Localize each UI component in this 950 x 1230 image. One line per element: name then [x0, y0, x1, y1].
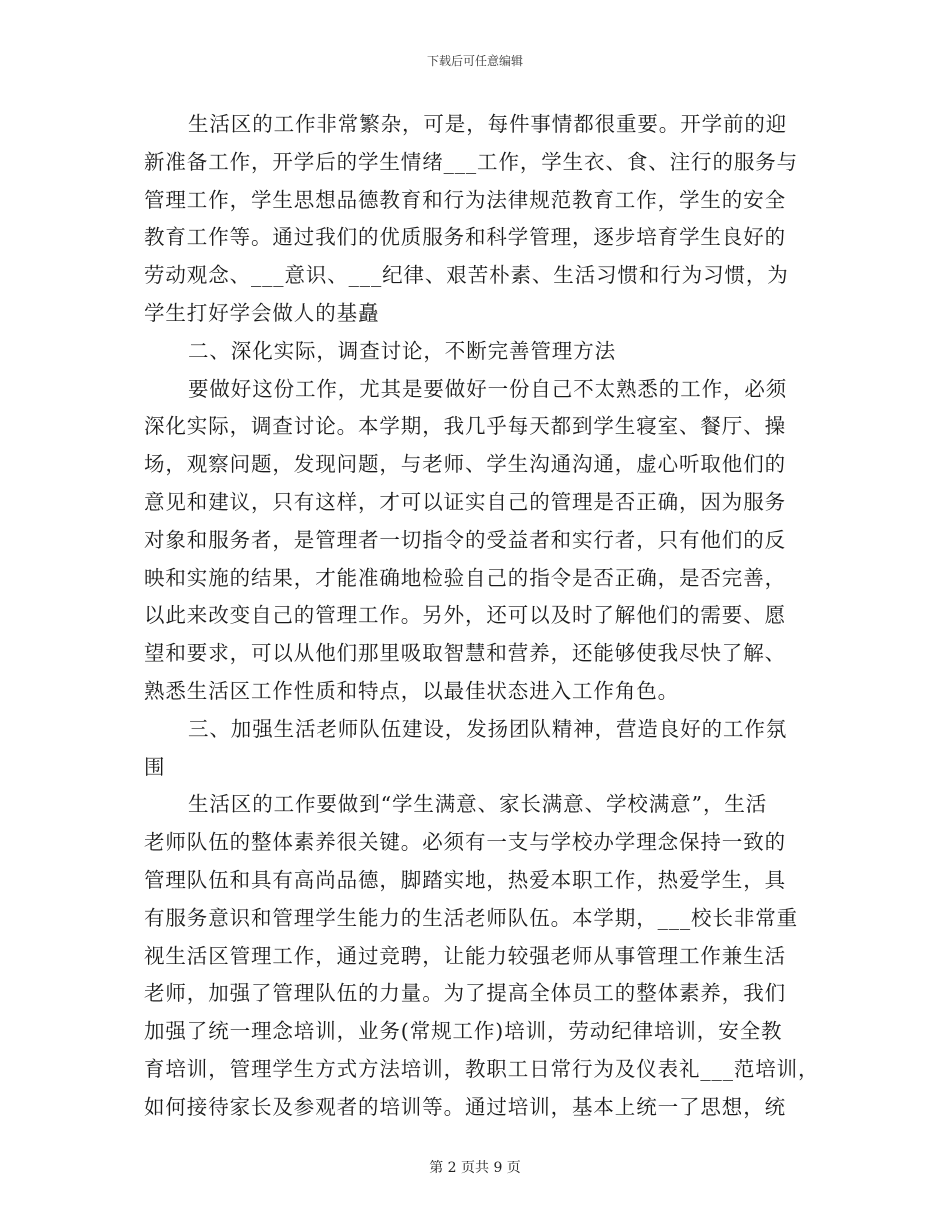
- text-line: 学生打好学会做人的基矗: [144, 300, 380, 325]
- text-line: 育培训，管理学生方式方法培训，教职工日常行为及仪表礼___范培训，: [144, 1056, 820, 1081]
- text-line: 以此来改变自己的管理工作。另外，还可以及时了解他们的需要、愿: [144, 603, 786, 628]
- text-line: 意见和建议，只有这样，才可以证实自己的管理是否正确，因为服务: [144, 489, 786, 514]
- text-line: 深化实际，调查讨论。本学期，我几乎每天都到学生寝室、餐厅、操: [144, 414, 786, 439]
- text-line: 生活区的工作非常繁杂，可是，每件事情都很重要。开学前的迎: [188, 112, 788, 136]
- text-line: 熟悉生活区工作性质和特点，以最佳状态进入工作角色。: [144, 678, 679, 703]
- text-line: 场，观察问题，发现问题，与老师、学生沟通沟通，虚心听取他们的: [144, 452, 786, 477]
- text-line: 生活区的工作要做到“学生满意、家长满意、学校满意”，生活: [188, 792, 768, 817]
- text-line: 有服务意识和管理学生能力的生活老师队伍。本学期，___校长非常重: [144, 905, 799, 930]
- text-line: 如何接待家长及参观者的培训等。通过培训，基本上统一了思想，统: [144, 1094, 786, 1119]
- page-header: 下载后可任意编辑: [426, 54, 523, 68]
- text-line: 管理队伍和具有高尚品德，脚踏实地，热爱本职工作，热爱学生，具: [144, 867, 786, 892]
- text-line: 要做好这份工作，尤其是要做好一份自己不太熟悉的工作，必须: [188, 376, 788, 401]
- text-line: 围: [144, 754, 166, 779]
- text-line: 视生活区管理工作，通过竞聘，让能力较强老师从事管理工作兼生活: [144, 943, 786, 968]
- text-line: 老师队伍的整体素养很关键。必须有一支与学校办学理念保持一致的: [144, 830, 786, 855]
- text-line: 对象和服务者，是管理者一切指令的受益者和实行者，只有他们的反: [144, 527, 786, 552]
- text-line: 加强了统一理念培训，业务(常规工作)培训，劳动纪律培训，安全教: [144, 1019, 783, 1044]
- text-line: 二、深化实际，调查讨论，不断完善管理方法: [188, 338, 616, 363]
- text-line: 新准备工作，开学后的学生情绪___工作，学生衣、食、注行的服务与: [144, 149, 799, 174]
- text-line: 管理工作，学生思想品德教育和行为法律规范教育工作，学生的安全: [144, 187, 786, 212]
- text-line: 老师，加强了管理队伍的力量。为了提高全体员工的整体素养，我们: [144, 981, 786, 1006]
- text-line: 望和要求，可以从他们那里吸取智慧和营养，还能够使我尽快了解、: [144, 641, 786, 666]
- document-body: [144, 106, 820, 1127]
- text-line: 映和实施的结果，才能准确地检验自己的指令是否正确，是否完善，: [144, 565, 786, 590]
- text-line: 劳动观念、___意识、___纪律、艰苦朴素、生活习惯和行为习惯，为: [144, 263, 789, 288]
- page-number: 第 2 页共 9 页: [429, 1160, 521, 1176]
- text-line: 三、加强生活老师队伍建设，发扬团队精神，营造良好的工作氛: [188, 716, 788, 741]
- text-line: 教育工作等。通过我们的优质服务和科学管理，逐步培育学生良好的: [144, 225, 786, 250]
